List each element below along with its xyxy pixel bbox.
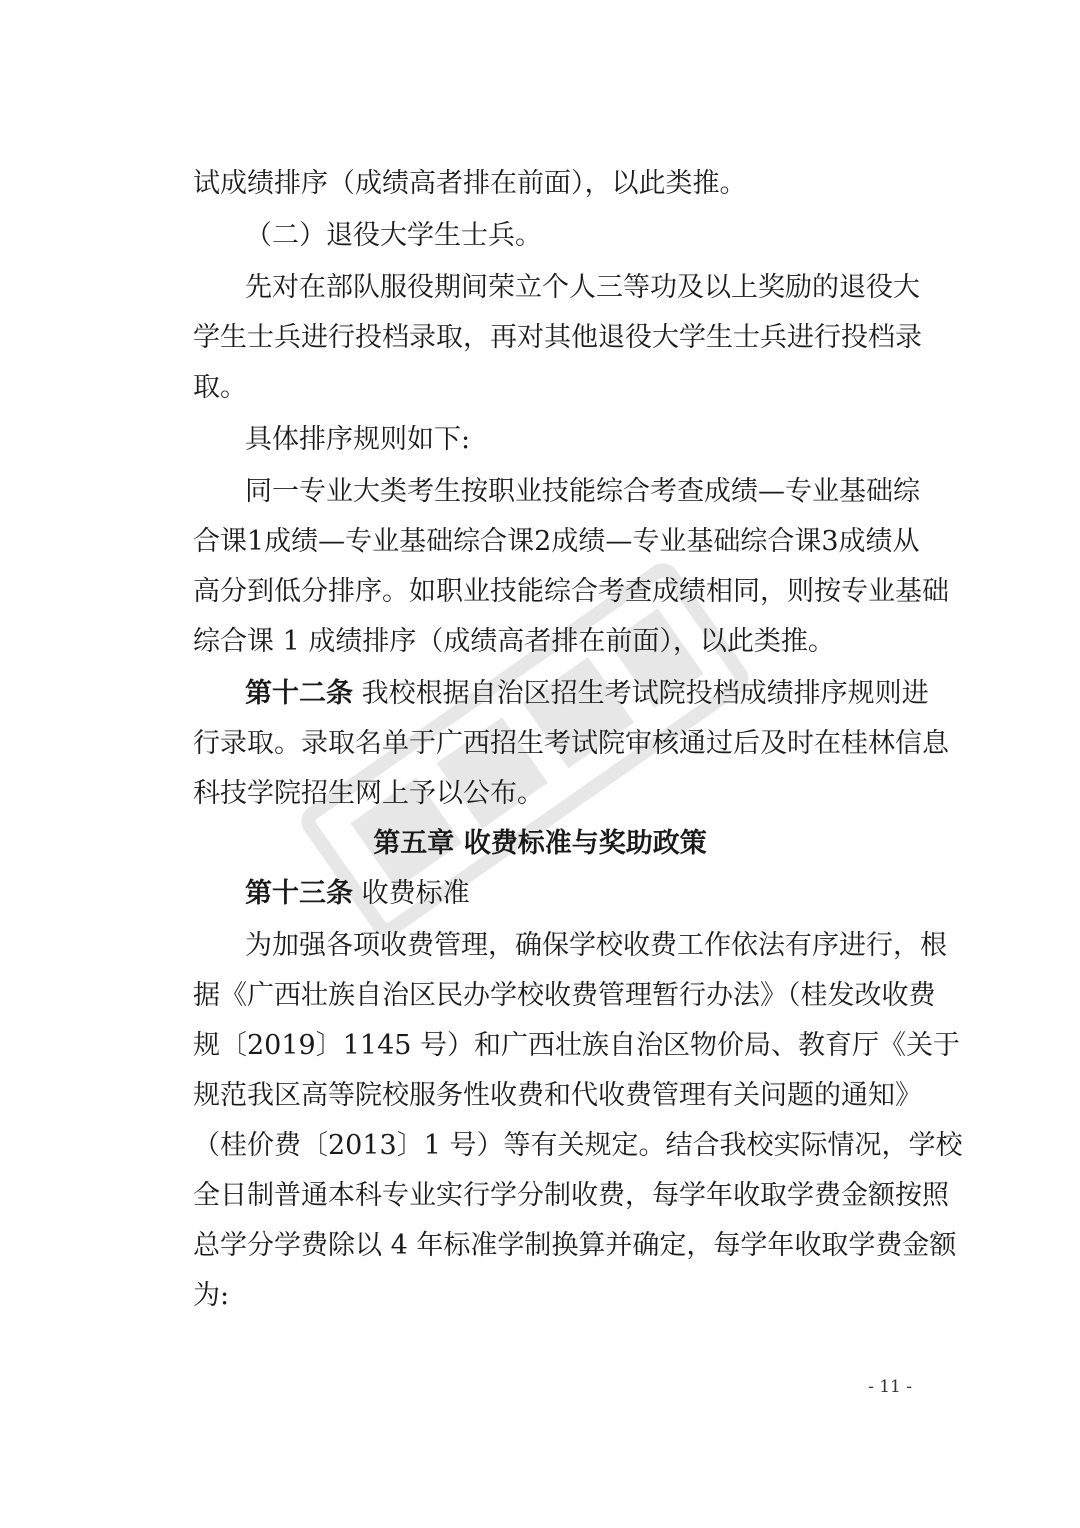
body-line: 具体排序规则如下: — [245, 424, 471, 455]
body-line: 取。 — [193, 372, 247, 403]
body-line: 试成绩排序（成绩高者排在前面），以此类推。 — [193, 168, 747, 199]
article-line — [245, 877, 913, 911]
body-line: 规〔2019〕1145 号）和广西壮族自治区物价局、教育厅《关于 — [193, 1030, 961, 1061]
article-13-title: 收费标准 — [361, 878, 470, 909]
body-line: 综合课 1 成绩排序（成绩高者排在前面），以此类推。 — [193, 626, 835, 657]
body-line: 先对在部队服役期间荣立个人三等功及以上奖励的退役大 — [245, 272, 920, 303]
body-line: 学生士兵进行投档录取，再对其他退役大学生士兵进行投档录 — [193, 322, 922, 353]
page-number: - 11 - — [868, 1377, 912, 1397]
chapter-heading: 第五章 收费标准与奖助政策 — [373, 828, 707, 859]
body-line: 为: — [193, 1280, 230, 1311]
section-subheading: （二）退役大学生士兵。 — [245, 220, 542, 251]
body-line: 总学分学费除以 4 年标准学制换算并确定，每学年收取学费金额 — [193, 1230, 957, 1261]
body-line: 行录取。录取名单于广西招生考试院审核通过后及时在桂林信息 — [193, 728, 949, 759]
body-line: 为加强各项收费管理，确保学校收费工作依法有序进行，根 — [245, 930, 947, 961]
article-13-label: 第十三条 — [245, 878, 353, 909]
body-line: 同一专业大类考生按职业技能综合考查成绩—专业基础综 — [245, 476, 920, 507]
body-line: 全日制普通本科专业实行学分制收费，每学年收取学费金额按照 — [193, 1180, 949, 1211]
body-line: 科技学院招生网上予以公布。 — [193, 778, 544, 809]
article-12-text: 我校根据自治区招生考试院投档成绩排序规则进 — [361, 678, 929, 709]
body-line: （桂价费〔2013〕1 号）等有关规定。结合我校实际情况，学校 — [193, 1130, 963, 1161]
article-12-label: 第十二条 — [245, 678, 353, 709]
body-line: 规范我区高等院校服务性收费和代收费管理有关问题的通知》 — [193, 1080, 922, 1111]
body-line: 据《广西壮族自治区民办学校收费管理暂行办法》（桂发改收费 — [193, 980, 936, 1011]
body-line: 合课1成绩—专业基础综合课2成绩—专业基础综合课3成绩从 — [193, 526, 920, 557]
body-line: 高分到低分排序。如职业技能综合考查成绩相同，则按专业基础 — [193, 576, 949, 607]
article-line — [245, 677, 929, 711]
